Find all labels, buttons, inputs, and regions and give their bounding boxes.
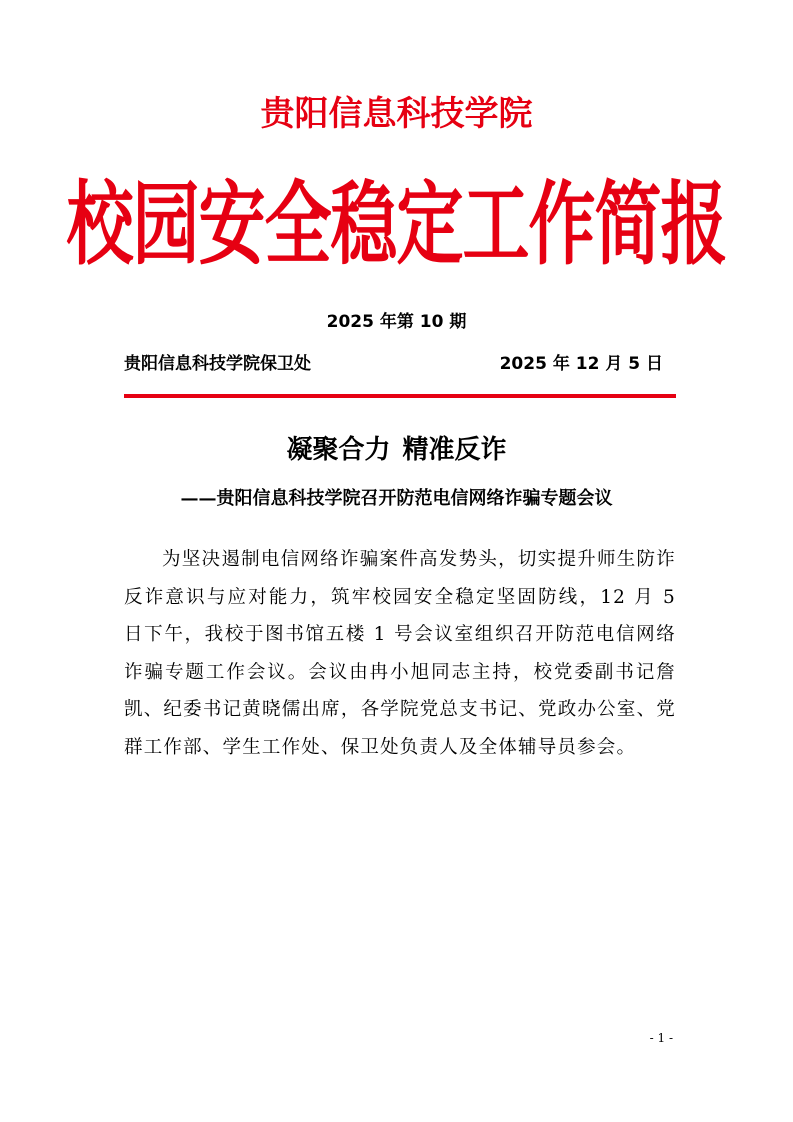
- publisher: 贵阳信息科技学院保卫处: [124, 354, 311, 374]
- headline-part-2: 精准反诈: [402, 435, 507, 465]
- article-headline: [0, 430, 793, 470]
- headline-part-1: 凝聚合力: [286, 435, 391, 465]
- college-name: 贵阳信息科技学院: [260, 94, 533, 134]
- bulletin-title: 校园安全稳定工作简报: [66, 171, 727, 277]
- article-subheadline: ——贵阳信息科技学院召开防范电信网络诈骗专题会议: [180, 488, 613, 509]
- article-body: 为坚决遏制电信网络诈骗案件高发势头，切实提升师生防诈反诈意识与应对能力，筑牢校园安全稳定坚固防线，12 月 5 日下午，我校于图书馆五楼 1 号会议室组织召开防范电信网络诈骗专题工作会议。会议由冉小旭同志主持，校党委副书记詹凯、纪委书记黄晓儒出席，各学院党总支书记、党政办公室、党群工作部、学生工作处、保卫处负责人及全体辅导员参会。: [124, 549, 676, 758]
- page-number: - 1 -: [649, 1031, 673, 1045]
- header-divider: [124, 394, 676, 398]
- issue-number: 2025 年第 10 期: [326, 312, 467, 332]
- publication-date: 2025 年 12 月 5 日: [499, 354, 663, 374]
